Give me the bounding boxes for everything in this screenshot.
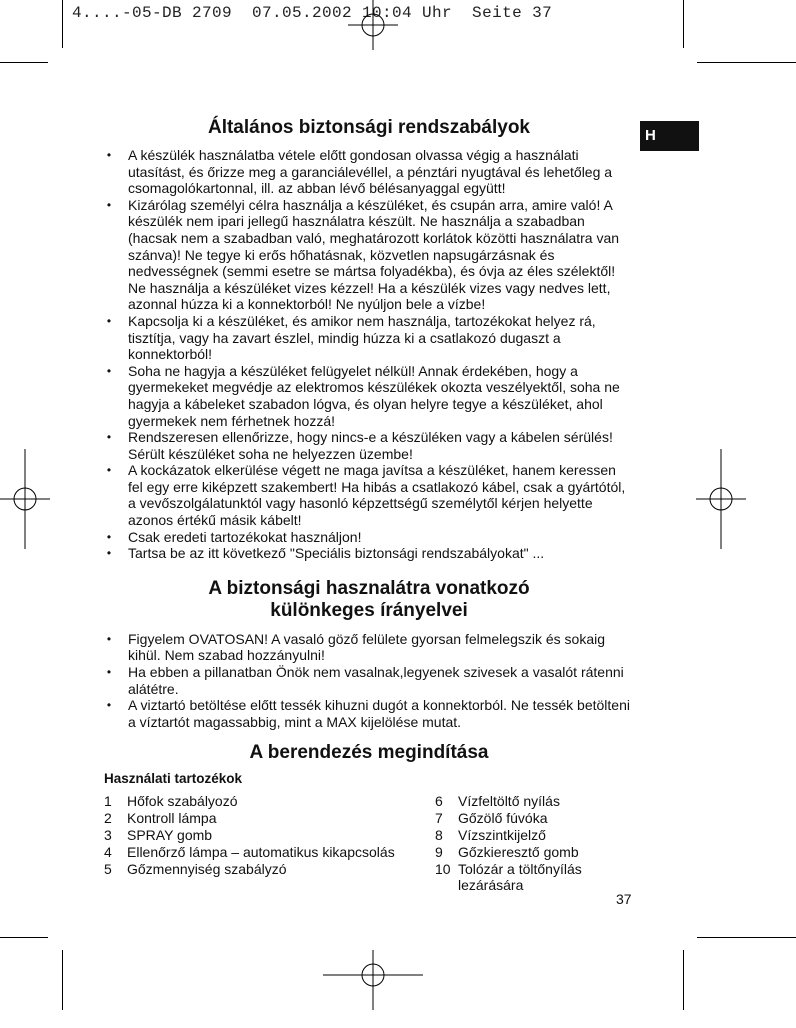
accessories-subheading: Használati tartozékok [104,771,243,787]
list-item: 3 SPRAY gomb [104,827,213,843]
crop-mark-top-right-vertical [683,0,684,48]
list-item: 5 Gőzmennyiség szabályzó [104,860,287,877]
bullet-icon: • [106,631,112,646]
language-tab: H [640,121,699,151]
list-item: • Figyelem OVATOSAN! A vasaló göző felülete gyorsan felmelegszik és sokaig kihül. Nem szabad hozzányulni! [104,631,634,664]
list-item: 7 Gőzölő fúvóka [435,810,548,827]
bullet-icon: • [106,363,112,378]
crop-mark-top-right-horizontal [697,62,796,63]
bullet-icon: • [106,698,112,713]
list-item: 10 Tolózár a töltőnyílás lezárására [435,860,582,894]
parts-list-left [104,793,424,877]
list-item: 1 Hőfok szabályozó [104,793,238,810]
registration-mark-right-icon [696,449,746,549]
crop-mark-bottom-left-horizontal [0,937,48,938]
registration-mark-top-icon [348,0,398,50]
bullet-icon: • [106,313,112,328]
bullet-icon: • [106,463,112,478]
parts-list-right [435,793,635,894]
list-item: • Ha ebben a pillanatban Önök nem vasalnak,legyenek szivesek a vasalót rátenni alátétre. [104,664,634,697]
list-item: • Rendszeresen ellenőrizze, hogy nincs-e a készüléken vagy a kábelen sérülés! Sérült készüléket soha ne helyezzen üzembe! [104,429,634,462]
list-item: • Tartsa be az itt következő "Speciális biztonsági rendszabályokat" ... [104,545,634,562]
crop-mark-bottom-left-vertical [62,950,63,1010]
crop-mark-bottom-right-horizontal [697,937,796,938]
registration-mark-bottom-icon [323,950,423,1020]
list-item: 2 Kontroll lámpa [104,810,217,827]
list-item: • A kockázatok elkerülése végett ne maga javítsa a készüléket, hanem keressen fel egy erre kiképzett szakembert! Ha hibás a csatlakozó kábel, csak a gyártótól, a vevőszolgálatunktól vagy hasonló képzettségű személytől kérjen helyette azonos értékű másik kábelt! [104,462,634,528]
page-content [104,117,634,894]
bullet-icon: • [106,430,112,445]
list-item: • Kapcsolja ki a készüléket, és amikor nem használja, tartozékokat helyez rá, tisztítja, vagy ha zavart észlel, mindig húzza ki a csatlakozó dugaszt a konnektorból! [104,313,634,363]
section-title-special-safety: A biztonsági hasznalátra vonatkozó különkeges írányelvei [208,577,530,621]
page-number: 37 [616,891,632,907]
list-item: • A készülék használatba vétele előtt gondosan olvassa végig a használati utasítást, és őrizze meg a garanciálevéllel, a pénztári nyugtával és lehetőleg a csomagolókartonnal, ill. az abban lévő bélésanyaggal együtt! [104,147,634,197]
list-item: • Kizárólag személyi célra használja a készüléket, és csupán arra, amire való! A készülék nem ipari jellegű használatra készült. Ne használja a szabadban (hacsak nem a szabadban való, meghatározott korlátok közötti használatra van szánva)! Ne tegye ki erős hőhatásnak, közvetlen napsugárzásnak és nedvességnek (semmi esetre se mártsa folyadékba), és óvja az éles szélektől! Ne használja a készüléket vizes kézzel! Ha a készülék vizes vagy nedves lett, azonnal húzza ki a konnektorból! Ne nyúljon bele a vízbe! [104,197,634,313]
bullet-icon: • [106,148,112,162]
print-slug-header: 4....-05-DB 2709 07.05.2002 10:04 Uhr Seite 37 [72,4,553,22]
crop-mark-top-left-horizontal [0,62,48,63]
crop-mark-top-left-vertical [62,0,63,48]
registration-mark-left-icon [0,449,50,549]
list-item: 8 Vízszintkijelző [435,827,546,843]
list-item: 4 Ellenőrző lámpa – automatikus kikapcsolás [104,843,395,860]
section-title-getting-started: A berendezés megindítása [249,742,489,764]
crop-mark-bottom-right-vertical [683,950,684,1010]
list-item: 9 Gőzkieresztő gomb [435,843,579,860]
section-title-general-safety: Általános biztonsági rendszabályok [207,117,531,138]
special-safety-list [104,631,634,731]
general-safety-list [104,147,634,562]
list-item: • Soha ne hagyja a készüléket felügyelet nélkül! Annak érdekében, hogy a gyermekeket megvédje az elektromos készülékek okozta veszélyektől, soha ne hagyja a kábeleket szabadon lógva, és olyan helyre tegye a készüléket, ahol gyermekek nem férhetnek hozzá! [104,363,634,429]
list-item: • Csak eredeti tartozékokat használjon! [104,529,634,546]
list-item: 6 Vízfeltöltő nyílás [435,793,560,810]
bullet-icon: • [106,665,112,680]
bullet-icon: • [106,197,112,212]
bullet-icon: • [106,546,112,561]
bullet-icon: • [106,529,112,544]
list-item: • A viztartó betöltése előtt tessék kihuzni dugót a konnektorból. Ne tessék betölteni a víztartót magassabbig, mint a MAX kijelölése mutat. [104,697,634,730]
